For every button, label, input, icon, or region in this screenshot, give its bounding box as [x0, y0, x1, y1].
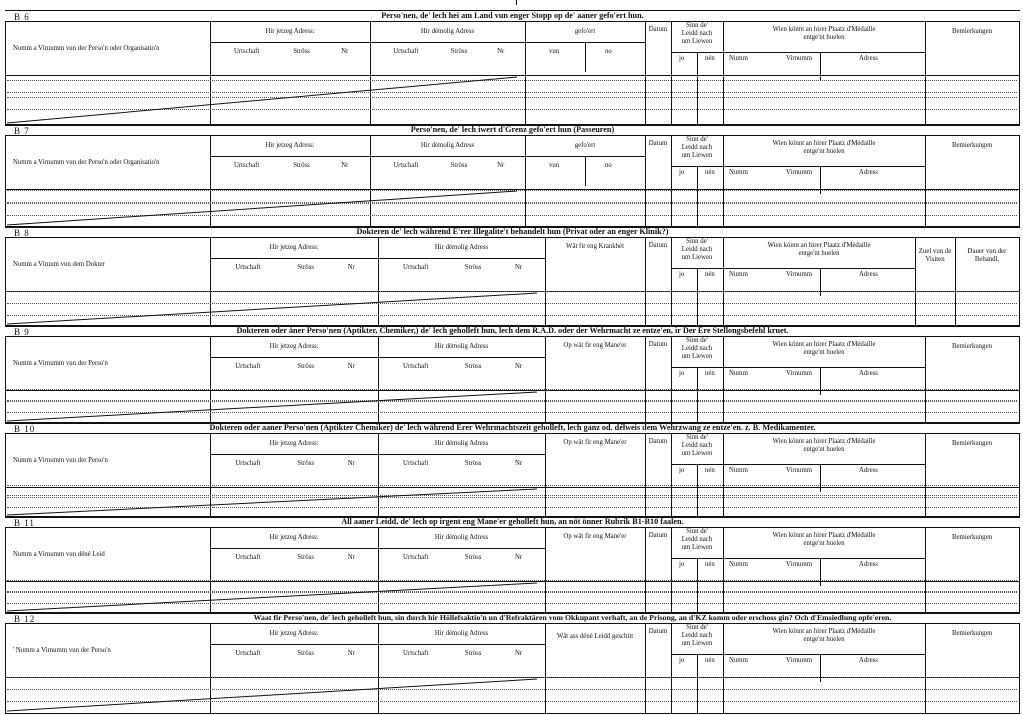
medal-firstname: Virnumm	[786, 271, 813, 278]
manner-header: Op wät fir eng Mane'er	[563, 439, 627, 446]
section-table	[5, 433, 1020, 518]
current-address-header: Hir jetzeg Adress:	[269, 440, 319, 447]
table-right-border	[1019, 434, 1020, 517]
sub-header-street: Ströss	[450, 48, 468, 55]
address-subheader-rule	[210, 156, 370, 157]
alive-header-1: Sinn de'	[686, 238, 708, 245]
name-column-header: Numm a Virnumm vun der Perso'n	[13, 360, 108, 367]
medal-address: Adress	[859, 169, 878, 176]
entry-dotted-line	[7, 592, 1017, 593]
remarks-header: Bemierkungen	[951, 440, 992, 447]
manner-header: Wät ass déné Leidd geschitt	[556, 633, 634, 640]
section-b8	[5, 226, 1020, 325]
section-title-text: Perso'nen, de' lech iwert d'Grenz gefo'ert hun (Passeuren)	[410, 125, 615, 134]
medal-name: Numm	[729, 169, 748, 176]
transport-to: no	[605, 48, 612, 55]
entry-dotted-line	[7, 603, 1017, 604]
alive-yes: jo	[679, 55, 685, 62]
sub-header-town: Urtschaft	[235, 363, 261, 370]
alive-no: nén	[705, 55, 715, 62]
sub-header-number: Nr	[497, 162, 505, 169]
duration-header: Dauer vun der Behandl.	[967, 248, 1007, 263]
sub-header-street: Ströss	[297, 264, 314, 271]
entry-dotted-line	[7, 701, 1017, 702]
entry-dotted-line	[7, 401, 1017, 402]
section-table	[5, 237, 1020, 327]
sub-header-street: Ströss	[464, 460, 482, 467]
name-column-header: Numm a Virnumm vun der Perso'n oder Organisatio'n	[13, 45, 160, 52]
entry-dotted-line	[7, 497, 1017, 498]
address-subheader-rule	[210, 258, 378, 259]
entry-dotted-line	[7, 315, 1017, 316]
alive-header-2: Leidd nach	[681, 30, 713, 37]
address-subheader-rule	[370, 156, 525, 157]
sub-header-number: Nr	[347, 554, 355, 561]
medal-name: Numm	[729, 657, 748, 664]
table-left-border	[5, 624, 6, 713]
remarks-header: Bemierkungen	[951, 630, 992, 637]
section-code: B 12	[14, 614, 36, 624]
medal-name: Numm	[729, 561, 748, 568]
table-left-border	[5, 22, 6, 125]
column-divider	[645, 136, 646, 227]
alive-yes: jo	[679, 467, 685, 474]
medal-split	[820, 654, 821, 682]
entry-dotted-line	[7, 109, 1017, 110]
medal-subheader-rule	[723, 464, 925, 465]
address-subheader-rule	[378, 548, 545, 549]
section-title	[5, 125, 1020, 134]
entry-dotted-line	[7, 580, 1017, 581]
sub-header-number: Nr	[497, 48, 505, 55]
section-table	[5, 527, 1020, 614]
medal-header-2: entge'nt huelen	[803, 148, 845, 155]
entry-dotted-line	[7, 689, 1017, 690]
address-subheader-rule	[210, 548, 378, 549]
medal-header-2: entge'nt huelen	[803, 446, 845, 453]
top-crop-mark	[516, 0, 517, 5]
date-header: Datum	[648, 140, 668, 147]
alive-header-1: Sinn de'	[686, 136, 708, 143]
current-address-header: Hir jetzeg Adress:	[269, 630, 319, 637]
medal-header-1: Wien könnt an hirer Plaatz d'Médaille	[772, 532, 876, 539]
section-table	[5, 623, 1020, 714]
sub-header-street: Ströss	[297, 460, 314, 467]
medal-header-1: Wien könnt an hirer Plaatz d'Médaille	[772, 26, 876, 33]
strike-line	[7, 583, 537, 611]
column-divider	[645, 434, 646, 517]
section-title-text: Dokteren de' lech während E'rer Illegalite't behandelt hun (Privat oder an enger Klinik?)	[356, 227, 669, 236]
table-right-border	[1019, 528, 1020, 613]
current-address-header: Hir jetzeg Adress:	[265, 142, 315, 149]
alive-header-3: um Liewen	[681, 353, 713, 360]
address-subheader-rule	[378, 454, 545, 455]
alive-header-2: Leidd nach	[681, 144, 713, 151]
current-address-header: Hir jetzeg Adress:	[265, 28, 315, 35]
sub-header-number: Nr	[347, 363, 355, 370]
medal-subheader-rule	[723, 166, 925, 167]
section-title	[125, 613, 1020, 622]
date-header: Datum	[648, 438, 668, 445]
medal-header-1: Wien könnt an hirer Plaatz d'Médaille	[767, 242, 871, 249]
strike-line	[7, 191, 517, 225]
address-subheader-rule	[370, 42, 525, 43]
section-b11	[5, 516, 1020, 612]
entry-dotted-line	[7, 97, 1017, 98]
alive-header-1: Sinn de'	[686, 528, 708, 535]
sub-header-number: Nr	[514, 554, 523, 561]
alive-header-2: Leidd nach	[681, 632, 713, 639]
name-column-header: Numm a Virnum vun dem Dokter	[13, 261, 105, 268]
transport-from: vun	[549, 48, 560, 55]
sub-header-number: Nr	[514, 650, 523, 657]
date-header: Datum	[648, 341, 668, 348]
entry-dotted-line	[7, 291, 1017, 292]
alive-header-3: um Liewen	[681, 254, 713, 261]
medal-name: Numm	[729, 271, 748, 278]
medal-split	[820, 52, 821, 80]
section-code: B 11	[14, 518, 35, 528]
medal-split	[820, 367, 821, 395]
medal-address: Adress	[859, 657, 878, 664]
section-b12	[5, 612, 1020, 712]
remarks-header: Bemierkungen	[951, 534, 992, 541]
entry-dotted-line	[7, 92, 1017, 93]
medal-address: Adress	[859, 370, 878, 377]
alive-header-2: Leidd nach	[681, 536, 713, 543]
sub-header-street: Ströss	[293, 48, 310, 55]
medal-name: Numm	[729, 467, 748, 474]
table-left-border	[5, 238, 6, 326]
address-subheader-rule	[210, 42, 370, 43]
section-code: B 9	[14, 327, 30, 337]
sub-header-number: Nr	[514, 264, 523, 271]
sub-header-street: Ströss	[297, 363, 314, 370]
alive-no: nén	[705, 169, 715, 176]
sub-header-street: Ströss	[464, 650, 482, 657]
sub-header-number: Nr	[347, 264, 355, 271]
sub-header-town: Urtschaft	[393, 48, 419, 55]
sub-header-street: Ströss	[293, 162, 310, 169]
alive-no: nén	[705, 657, 715, 664]
alive-header-2: Leidd nach	[681, 442, 713, 449]
column-divider	[645, 337, 646, 423]
column-divider	[645, 624, 646, 713]
date-header: Datum	[648, 242, 668, 249]
alive-header-3: um Liewen	[681, 38, 713, 45]
sub-header-town: Urtschaft	[403, 363, 429, 370]
medal-address: Adress	[859, 467, 878, 474]
alive-header-1: Sinn de'	[686, 22, 708, 29]
column-divider	[645, 238, 646, 326]
entry-dotted-line	[7, 389, 1017, 390]
sub-header-street: Ströss	[464, 363, 482, 370]
strike-line	[7, 392, 537, 421]
address-subheader-rule	[210, 454, 378, 455]
section-title	[5, 326, 1020, 335]
medal-firstname: Virnumm	[786, 561, 813, 568]
medal-header-1: Wien könnt an hirer Plaatz d'Médaille	[772, 628, 876, 635]
section-b9	[5, 325, 1020, 422]
former-address-header: Hir démolig Adress	[434, 534, 489, 541]
section-b10	[5, 422, 1020, 516]
alive-header-3: um Liewen	[681, 544, 713, 551]
sub-header-town: Urtschaft	[403, 650, 429, 657]
sub-header-number: Nr	[514, 363, 523, 370]
table-right-border	[1019, 22, 1020, 125]
table-right-border	[1019, 337, 1020, 423]
sub-header-street: Ströss	[450, 162, 468, 169]
manner-header: Op wät fir eng Mane'er	[563, 342, 627, 349]
sub-header-town: Urtschaft	[403, 460, 429, 467]
medal-header-1: Wien könnt an hirer Plaatz d'Médaille	[772, 341, 876, 348]
medal-header-2: entge'nt huelen	[803, 349, 845, 356]
name-column-header: Numm a Virnumm vun der Perso'n oder Organisatio'n	[13, 159, 160, 166]
sub-header-street: Ströss	[464, 554, 482, 561]
medal-header-2: entge'nt huelen	[798, 250, 840, 257]
medal-split	[820, 464, 821, 492]
section-table	[5, 21, 1020, 126]
alive-split	[697, 558, 698, 613]
medal-subheader-rule	[723, 654, 925, 655]
sub-header-town: Urtschaft	[403, 554, 429, 561]
entry-dotted-line	[7, 495, 1017, 496]
alive-no: nén	[705, 467, 715, 474]
remarks-header: Bemierkungen	[951, 343, 992, 350]
entry-dotted-line	[7, 303, 1017, 304]
sub-header-number: Nr	[347, 650, 355, 657]
medal-firstname: Virnumm	[786, 370, 813, 377]
sub-header-town: Urtschaft	[393, 162, 419, 169]
alive-header-2: Leidd nach	[681, 345, 713, 352]
date-header: Datum	[648, 628, 668, 635]
strike-line	[7, 679, 537, 711]
section-b6	[5, 10, 1020, 124]
alive-split	[697, 268, 698, 326]
alive-no: nén	[705, 561, 715, 568]
medal-split	[820, 166, 821, 194]
medal-header-2: entge'nt huelen	[803, 540, 845, 547]
former-address-header: Hir démolig Adress	[434, 440, 489, 447]
table-left-border	[5, 434, 6, 517]
transport-from: vun	[549, 162, 560, 169]
section-title-text: Dokteren oder äner Perso'nen (Aptikter, Chemiker,) de' lech geholleft hun, lech dem R.A.D. oder der Wehrmacht ze entze'en, ir Der Ere Stellongsbefehl kruet.	[236, 326, 789, 335]
section-code: B 6	[14, 12, 30, 22]
section-code: B 8	[14, 228, 30, 238]
medal-subheader-rule	[723, 558, 925, 559]
table-left-border	[5, 337, 6, 423]
table-left-border	[5, 528, 6, 613]
entry-dotted-line	[7, 507, 1017, 508]
transport-to: no	[605, 162, 612, 169]
manner-header: Op wät fir eng Mane'er	[563, 533, 627, 540]
alive-yes: jo	[679, 169, 685, 176]
alive-split	[697, 166, 698, 227]
remarks-header: Bemierkungen	[951, 142, 992, 149]
header-bottom-rule	[5, 75, 1020, 76]
table-right-border	[1019, 136, 1020, 227]
medal-header-2: entge'nt huelen	[803, 636, 845, 643]
medal-firstname: Virnumm	[786, 169, 813, 176]
former-address-header: Hir démolig Adress	[434, 630, 489, 637]
alive-no: nén	[705, 271, 715, 278]
medal-split	[820, 268, 821, 296]
alive-header-2: Leidd nach	[681, 246, 713, 253]
name-column-header: Numm a Virnumm vun der Perso'n	[13, 457, 108, 464]
current-address-header: Hir jetzeg Adress:	[269, 244, 319, 251]
strike-line	[7, 293, 537, 324]
address-subheader-rule	[378, 258, 545, 259]
entry-dotted-line	[7, 400, 1017, 401]
medal-firstname: Virnumm	[786, 657, 813, 664]
header-bottom-rule	[5, 581, 1020, 582]
alive-header-3: um Liewen	[681, 450, 713, 457]
alive-header-3: um Liewen	[681, 640, 713, 647]
section-title-text: Dokteren oder aaner Perso'nen (Aptikter Chemiker) de' lech während Erer Wehrmachtszeit geholleft, lech ganz od. délweis dem Wehrzwang ze entze'en. z. B. Medikamenter.	[209, 423, 816, 432]
alive-yes: jo	[679, 657, 685, 664]
medal-address: Adress	[859, 561, 878, 568]
entry-dotted-line	[7, 215, 1017, 216]
medal-header-1: Wien könnt an hirer Plaatz d'Médaille	[772, 438, 876, 445]
sub-header-number: Nr	[341, 48, 349, 55]
column-divider	[545, 238, 546, 326]
alive-yes: jo	[679, 370, 685, 377]
address-subheader-rule	[210, 644, 378, 645]
remarks-header: Bemierkungen	[951, 28, 992, 35]
alive-header-1: Sinn de'	[686, 434, 708, 441]
medal-firstname: Virnumm	[786, 467, 813, 474]
medal-subheader-rule	[723, 367, 925, 368]
alive-no: nén	[705, 370, 715, 377]
visits-header: Zuel vun de Visiten	[918, 248, 952, 263]
transport-header: gefo'ert	[574, 142, 596, 149]
header-bottom-rule	[5, 487, 1020, 488]
sub-header-town: Urtschaft	[235, 460, 261, 467]
alive-header-1: Sinn de'	[686, 337, 708, 344]
alive-split	[697, 464, 698, 517]
table-right-border	[1019, 238, 1020, 326]
sub-header-street: Ströss	[297, 650, 314, 657]
sub-header-street: Ströss	[297, 554, 314, 561]
column-divider	[645, 528, 646, 613]
sub-header-town: Urtschaft	[234, 48, 260, 55]
medal-header-2: entge'nt huelen	[803, 34, 845, 41]
sub-header-number: Nr	[514, 460, 523, 467]
name-column-header: Numm a Virnumm vun déné Leid	[13, 551, 105, 558]
strike-line	[7, 77, 517, 123]
sub-header-town: Urtschaft	[235, 264, 261, 271]
former-address-header: Hir démolig Adress	[420, 142, 475, 149]
section-title	[5, 227, 1020, 236]
transport-header: gefo'ert	[574, 28, 596, 35]
medal-subheader-rule	[723, 268, 915, 269]
medal-split	[820, 558, 821, 586]
sub-header-street: Ströss	[464, 264, 482, 271]
entry-dotted-line	[7, 203, 1017, 204]
former-address-header: Hir démolig Adress	[420, 28, 475, 35]
sub-header-town: Urtschaft	[234, 162, 260, 169]
table-right-border	[1019, 624, 1020, 713]
name-column-header: ' Numm a Virnumm vun der Perso'n	[13, 647, 111, 654]
section-title	[5, 11, 1020, 20]
address-subheader-rule	[378, 357, 545, 358]
section-table	[5, 135, 1020, 228]
entry-dotted-line	[7, 677, 1017, 678]
alive-split	[697, 52, 698, 125]
sub-header-town: Urtschaft	[403, 264, 429, 271]
former-address-header: Hir démolig Adress	[434, 244, 489, 251]
transport-split	[585, 156, 586, 186]
date-header: Datum	[648, 26, 668, 33]
entry-dotted-line	[7, 485, 1017, 486]
section-title-text: Perso'nen, de' lech hei am Land vun enger Stopp op de' aaner gefo'ert hun.	[381, 11, 644, 20]
section-code: B 7	[14, 126, 30, 136]
entry-dotted-line	[7, 591, 1017, 592]
sub-header-number: Nr	[341, 162, 349, 169]
current-address-header: Hir jetzeg Adress:	[269, 534, 319, 541]
medal-header-1: Wien könnt an hirer Plaatz d'Médaille	[772, 140, 876, 147]
medal-address: Adress	[859, 271, 878, 278]
alive-split	[697, 367, 698, 423]
transport-split	[585, 42, 586, 72]
address-subheader-rule	[378, 644, 545, 645]
alive-yes: jo	[679, 271, 685, 278]
address-subheader-rule	[210, 357, 378, 358]
medal-address: Adress	[859, 55, 878, 62]
sub-header-town: Urtschaft	[235, 554, 261, 561]
section-title	[5, 423, 1020, 432]
section-title-text: Waat fir Perso'nen, de' lech geholleft hun, sin durch hir Höllefsaktio'n un d'Refraktären vom Okkupant verhaft, an de Prisong, an d'KZ komm oder erschoss gin? Och d'Emsiedlung opfe'eren.	[253, 613, 892, 622]
medal-name: Numm	[729, 55, 748, 62]
current-address-header: Hir jetzeg Adress:	[269, 343, 319, 350]
section-title-text: All aaner Leidd, de' lech op irgent eng Mane'er geholleft hun, an nöt önner Rubrik B1-B10 faalen.	[341, 517, 684, 526]
entry-dotted-line	[7, 80, 1017, 81]
medal-subheader-rule	[723, 52, 925, 53]
alive-split	[697, 654, 698, 713]
alive-header-1: Sinn de'	[686, 624, 708, 631]
section-title	[5, 517, 1020, 526]
date-header: Datum	[648, 532, 668, 539]
medal-firstname: Virnumm	[786, 55, 813, 62]
sub-header-number: Nr	[347, 460, 355, 467]
manner-header: Wät fir eng Krankhét	[566, 243, 624, 250]
entry-dotted-line	[7, 190, 1017, 191]
alive-header-3: um Liewen	[681, 152, 713, 159]
alive-yes: jo	[679, 561, 685, 568]
sub-header-town: Urtschaft	[235, 650, 261, 657]
medal-name: Numm	[729, 370, 748, 377]
section-table	[5, 336, 1020, 424]
table-left-border	[5, 136, 6, 227]
strike-line	[7, 489, 537, 515]
section-b7	[5, 124, 1020, 226]
entry-dotted-line	[7, 412, 1017, 413]
section-code: B 10	[14, 424, 36, 434]
header-bottom-rule	[5, 390, 1020, 391]
former-address-header: Hir démolig Adress	[434, 343, 489, 350]
